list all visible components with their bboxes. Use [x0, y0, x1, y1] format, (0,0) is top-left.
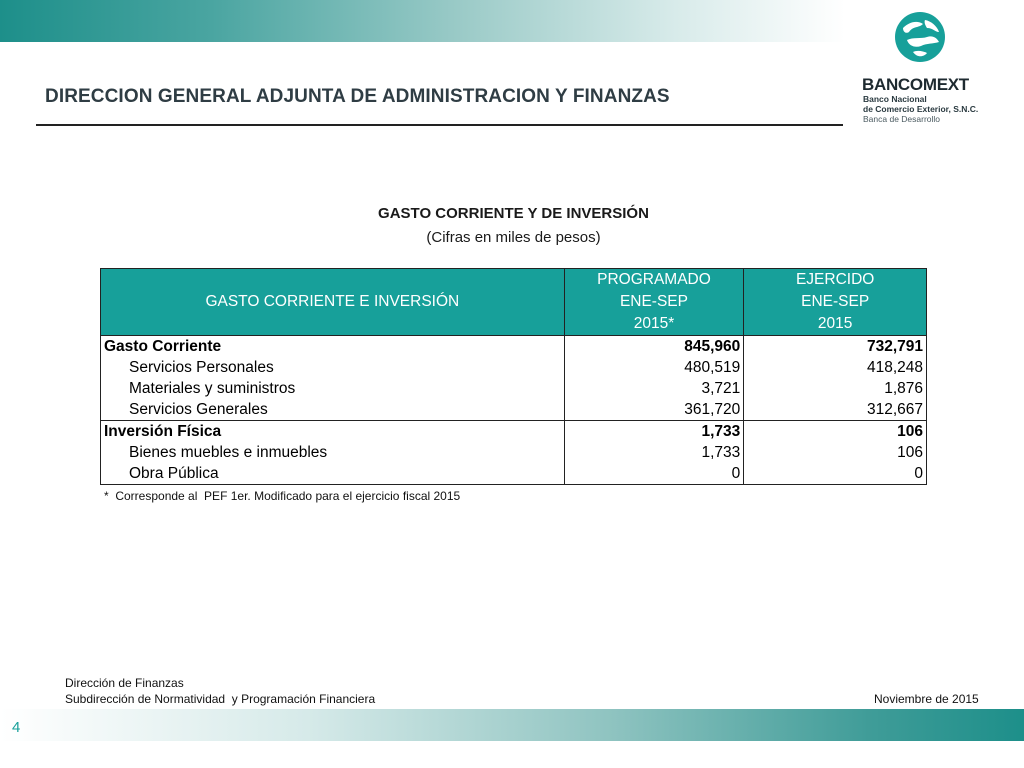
table-subtitle: (Cifras en miles de pesos)	[426, 229, 601, 246]
row-label: Gasto Corriente	[101, 336, 565, 358]
row-programado: 1,733	[564, 442, 744, 463]
title-divider	[36, 124, 843, 126]
table-row	[101, 399, 927, 421]
row-label: Inversión Física	[101, 421, 565, 443]
row-ejercido: 106	[744, 442, 927, 463]
row-ejercido: 1,876	[744, 378, 927, 399]
row-label: Bienes muebles e inmuebles	[129, 444, 328, 461]
table-row	[101, 463, 927, 485]
globe-logo-icon	[893, 10, 947, 64]
logo-subtitle-1: Banco Nacional	[863, 94, 927, 104]
table-title: GASTO CORRIENTE Y DE INVERSIÓN	[378, 205, 649, 222]
row-programado: 361,720	[564, 399, 744, 421]
row-programado: 0	[564, 463, 744, 485]
row-label: Materiales y suministros	[129, 380, 296, 397]
bottom-decorative-band	[0, 709, 1024, 741]
bancomext-logo	[855, 8, 1015, 123]
header-programado-1: PROGRAMADO	[564, 269, 744, 292]
row-programado: 3,721	[564, 378, 744, 399]
table-row	[101, 357, 927, 378]
header-programado-3: 2015*	[564, 313, 744, 336]
header-ejercido-1: EJERCIDO	[744, 269, 927, 292]
table-row	[101, 421, 927, 443]
page-number: 4	[12, 719, 21, 736]
row-ejercido: 312,667	[744, 399, 927, 421]
logo-subtitle-3: Banca de Desarrollo	[863, 114, 941, 124]
table-footnote: * Corresponde al PEF 1er. Modificado para el ejercicio fiscal 2015	[104, 489, 461, 503]
row-ejercido: 106	[744, 421, 927, 443]
logo-brand-name: BANCOMEXT	[862, 75, 969, 94]
table-row	[101, 378, 927, 399]
row-ejercido: 0	[744, 463, 927, 485]
row-ejercido: 732,791	[744, 336, 927, 358]
row-programado: 1,733	[564, 421, 744, 443]
header-programado-2: ENE-SEP	[564, 291, 744, 313]
row-programado: 480,519	[564, 357, 744, 378]
footer-subdepartment: Subdirección de Normatividad y Programación Financiera	[65, 692, 376, 706]
row-programado: 845,960	[564, 336, 744, 358]
expense-table	[100, 268, 927, 485]
footer-date: Noviembre de 2015	[874, 692, 979, 706]
header-ejercido-3: 2015	[744, 313, 927, 336]
row-label: Obra Pública	[129, 465, 219, 482]
row-ejercido: 418,248	[744, 357, 927, 378]
header-ejercido-2: ENE-SEP	[744, 291, 927, 313]
table-header-row	[101, 269, 927, 292]
footer-department: Dirección de Finanzas	[65, 676, 184, 690]
table-row	[101, 442, 927, 463]
logo-subtitle-2: de Comercio Exterior, S.N.C.	[863, 104, 979, 114]
top-decorative-band	[0, 0, 845, 42]
row-label: Servicios Generales	[129, 401, 268, 418]
page-title: DIRECCION GENERAL ADJUNTA DE ADMINISTRACION Y FINANZAS	[45, 86, 670, 107]
header-concept: GASTO CORRIENTE E INVERSIÓN	[101, 269, 565, 336]
table-row	[101, 336, 927, 358]
row-label: Servicios Personales	[129, 359, 274, 376]
